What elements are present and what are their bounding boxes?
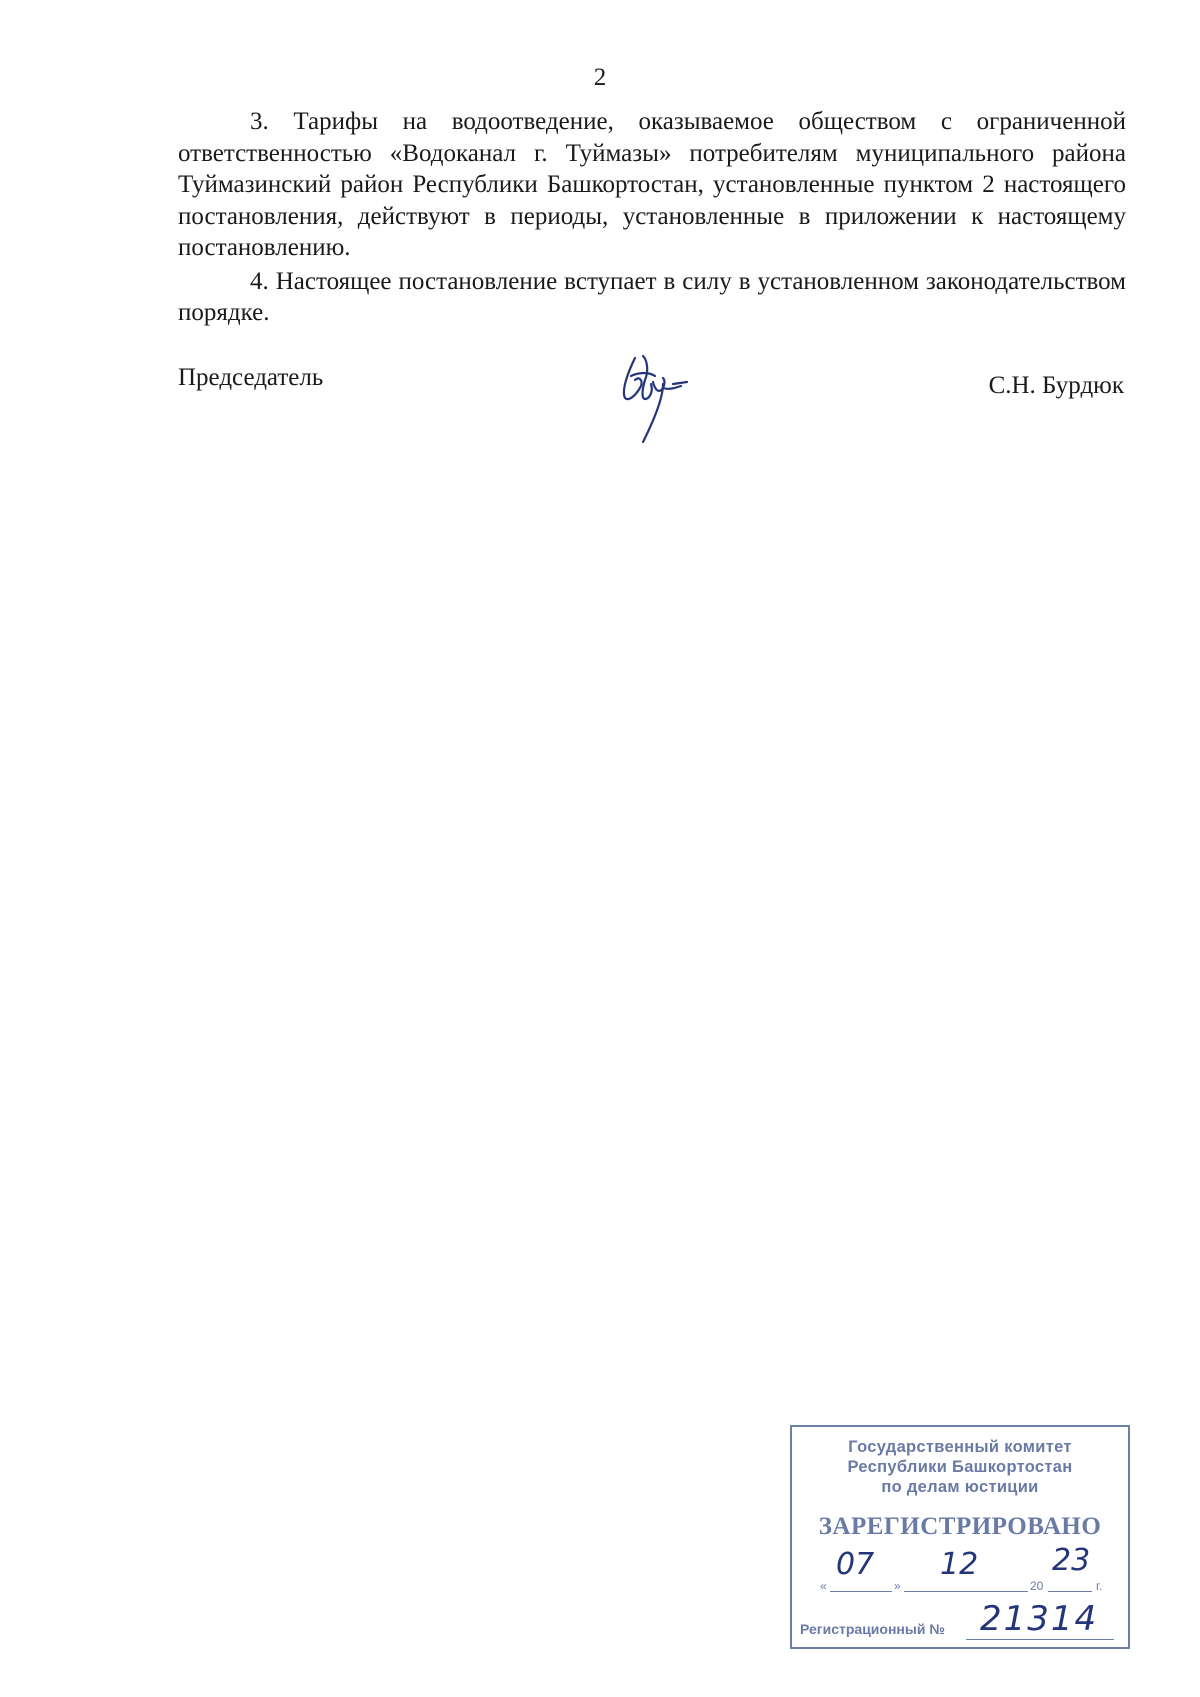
stamp-year-line (1048, 1591, 1092, 1592)
stamp-year-unit: г. (1096, 1579, 1103, 1593)
stamp-month-line (904, 1591, 1028, 1592)
stamp-open-quote: « (820, 1579, 827, 1593)
stamp-year-prefix: 20 (1030, 1579, 1044, 1593)
stamp-month: 12 (940, 1547, 979, 1582)
stamp-reg-label: Регистрационный № (800, 1621, 945, 1637)
stamp-date (820, 1543, 1110, 1593)
stamp-registered-label: ЗАРЕГИСТРИРОВАНО (818, 1513, 1102, 1540)
stamp-org-line: Республики Башкортостан (847, 1458, 1073, 1476)
stamp-org-line: по делам юстиции (881, 1478, 1039, 1496)
signer-title: Председатель (178, 364, 324, 391)
stamp-reg-number: 21314 (980, 1599, 1099, 1639)
paragraph-3: 3. Тарифы на водоотведение, оказываемое обществом с ограниченной ответственностью «Водоканал г. Туймазы» потребителям муниципального района Туймазинский район Республики Башкортостан, установленные пунктом 2 настоящего постановления, действуют в периоды, установленные в приложении к настоящему постановлению. (178, 108, 1126, 261)
paragraph-4: 4. Настоящее постановление вступает в силу в установленном законодательством порядке. (178, 267, 1126, 326)
document-body (178, 106, 1126, 329)
page-number: 2 (593, 64, 607, 91)
signature (615, 350, 705, 450)
stamp-day: 07 (836, 1547, 875, 1582)
signer-name: С.Н. Бурдюк (988, 372, 1124, 399)
stamp-org-line: Государственный комитет (848, 1438, 1072, 1456)
stamp-close-quote: » (894, 1579, 901, 1593)
stamp-organization (792, 1437, 1128, 1497)
registration-stamp (790, 1425, 1130, 1649)
stamp-reg-underline (966, 1639, 1114, 1640)
stamp-year: 23 (1052, 1543, 1091, 1578)
stamp-day-line (830, 1591, 892, 1592)
stamp-registration-line (800, 1599, 1120, 1641)
